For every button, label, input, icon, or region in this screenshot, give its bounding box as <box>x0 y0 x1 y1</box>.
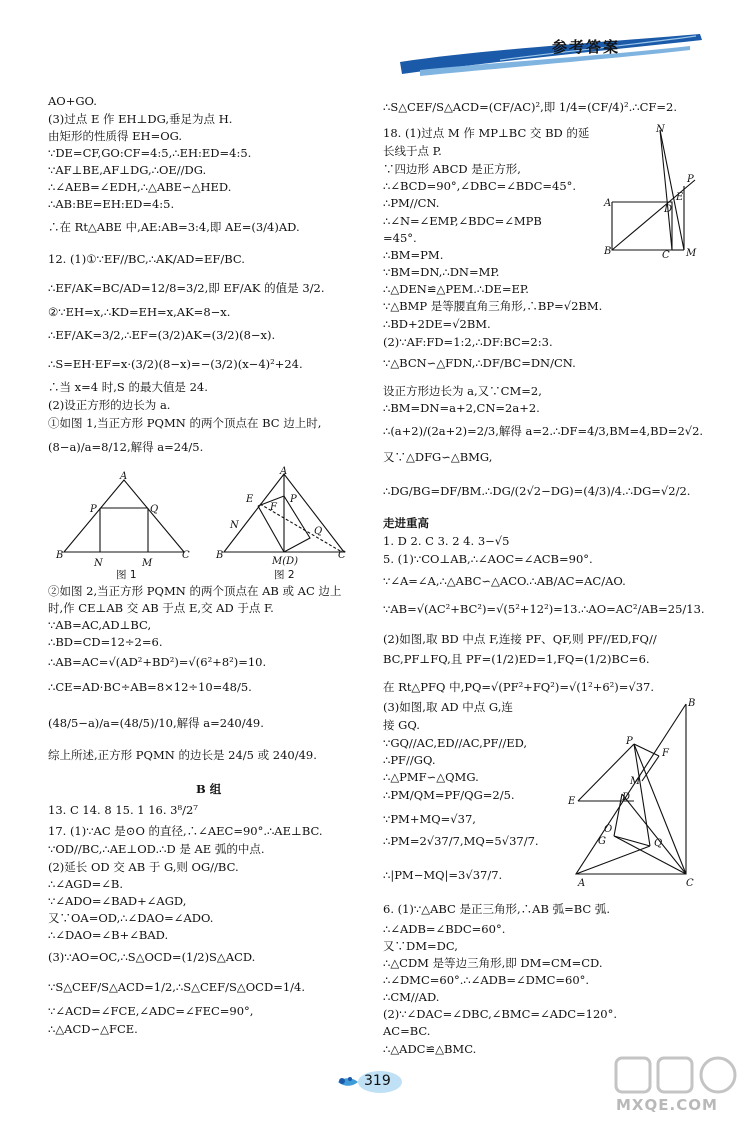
text-line: ∵DE=CF,GO:CF=4:5,∴EH:ED=4:5. <box>48 146 252 160</box>
svg-text:C: C <box>662 250 670 261</box>
text-line: ∵GQ//AC,ED//AC,PF//ED, <box>383 736 528 750</box>
text-line: (2)设正方形的边长为 a. <box>48 398 171 412</box>
text-line: ∵PM+MQ=√37, <box>383 812 476 826</box>
text-line: 综上所述,正方形 PQMN 的边长是 24/5 或 240/49. <box>48 748 317 762</box>
svg-text:Q: Q <box>654 838 663 849</box>
svg-text:C: C <box>686 878 694 889</box>
text-line: (8−a)/a=8/12,解得 a=24/5. <box>48 440 204 454</box>
text-line: ∴BD=CD=12÷2=6. <box>48 635 163 649</box>
section-heading: 走进重高 <box>383 516 429 530</box>
text-line: =45°. <box>383 231 417 245</box>
text-line: 17. (1)∵AC 是⊙O 的直径,∴∠AEC=90°.∴AE⊥BC. <box>48 824 323 838</box>
text-line: ①如图 1,当正方形 PQMN 的两个顶点在 BC 边上时, <box>48 416 322 430</box>
svg-text:C: C <box>182 550 190 561</box>
svg-text:B: B <box>688 698 696 709</box>
svg-text:M: M <box>142 558 153 569</box>
text-line: 由矩形的性质得 EH=OG. <box>48 129 183 143</box>
text-line: ∴∠DMC=60°.∴∠ADB=∠DMC=60°. <box>383 973 590 987</box>
text-line: (3)如图,取 AD 中点 G,连 <box>383 700 513 714</box>
svg-text:A: A <box>120 471 128 482</box>
text-line: ∵∠ACD=∠FCE,∠ADC=∠FEC=90°, <box>48 1004 254 1018</box>
figure-18-diagram <box>600 122 700 260</box>
text-line: AC=BC. <box>383 1024 431 1038</box>
text-line: 在 Rt△PFQ 中,PQ=√(PF²+FQ²)=√(1²+6²)=√37. <box>383 680 654 694</box>
svg-text:B: B <box>604 246 612 257</box>
svg-text:D: D <box>664 204 673 215</box>
text-line: ∴∠AEB=∠EDH,∴△ABE∽△HED. <box>48 180 232 194</box>
text-line: BC,PF⊥FQ,且 PF=(1/2)ED=1,FQ=(1/2)BC=6. <box>383 652 650 666</box>
text-line: (2)延长 OD 交 AB 于 G,则 OG//BC. <box>48 860 239 874</box>
svg-text:D: D <box>622 792 631 803</box>
text-line: ∵△BMP 是等腰直角三角形,∴BP=√2BM. <box>383 299 603 313</box>
text-line: ∴PM=2√37/7,MQ=5√37/7. <box>383 834 539 848</box>
text-line: ∴△ADC≌△BMC. <box>383 1042 477 1056</box>
text-line: 6. (1)∵△ABC 是正三角形,∴AB 弧=BC 弧. <box>383 902 610 916</box>
text-line: ∵BM=DN,∴DN=MP. <box>383 265 500 279</box>
text-line: ∵AF⊥BE,AF⊥DG,∴OE//DG. <box>48 163 207 177</box>
text-line: ∴△DEN≌△PEM.∴DE=EP. <box>383 282 529 296</box>
svg-text:F: F <box>662 748 669 759</box>
text-line: ∴BM=DN=a+2,CN=2a+2. <box>383 401 540 415</box>
text-line: 又∵DM=DC, <box>383 939 458 953</box>
svg-text:E: E <box>676 192 684 203</box>
text-line: ∵∠ADO=∠BAD+∠AGD, <box>48 894 187 908</box>
svg-text:N: N <box>94 558 103 569</box>
text-line: ∴EF/AK=3/2,∴EF=(3/2)AK=(3/2)(8−x). <box>48 328 276 342</box>
svg-text:G: G <box>598 836 606 847</box>
text-line: AO+GO. <box>48 94 97 108</box>
svg-text:Q: Q <box>150 504 159 515</box>
header-title: 参考答案 <box>552 38 621 56</box>
text-line: ②∵EH=x,∴KD=EH=x,AK=8−x. <box>48 305 231 319</box>
text-line: ∴|PM−MQ|=3√37/7. <box>383 868 503 882</box>
text-line: (3)∵AO=OC,∴S△OCD=(1/2)S△ACD. <box>48 950 256 964</box>
text-line: ∴PF//GQ. <box>383 753 436 767</box>
figure-2-diagram <box>212 466 346 572</box>
text-line: ∵OD//BC,∴AE⊥OD.∴D 是 AE 弧的中点. <box>48 842 265 856</box>
figure-2-caption: 图 2 <box>274 569 295 581</box>
text-line: ∴CM//AD. <box>383 990 440 1004</box>
text-line: ∵AB=AC,AD⊥BC, <box>48 618 152 632</box>
text-line: ∴BD+2DE=√2BM. <box>383 317 491 331</box>
text-line: 5. (1)∵CO⊥AB,∴∠AOC=∠ACB=90°. <box>383 552 593 566</box>
svg-text:O: O <box>604 824 613 835</box>
text-line: ∴∠DAO=∠B+∠BAD. <box>48 928 169 942</box>
svg-text:E: E <box>568 796 576 807</box>
svg-text:A: A <box>578 878 586 889</box>
svg-text:Q: Q <box>314 526 323 537</box>
text-line: ∴PM/QM=PF/QG=2/5. <box>383 788 515 802</box>
text-line: 又∵△DFG∽△BMG, <box>383 450 493 464</box>
text-line: ∴∠BCD=90°,∠DBC=∠BDC=45°. <box>383 179 577 193</box>
text-line: ∴∠N=∠EMP,∠BDC=∠MPB <box>383 214 542 228</box>
text-line: ∴当 x=4 时,S 的最大值是 24. <box>48 380 208 394</box>
text-line: (48/5−a)/a=(48/5)/10,解得 a=240/49. <box>48 716 264 730</box>
text-line: ∴△CDM 是等边三角形,即 DM=CM=CD. <box>383 956 603 970</box>
svg-text:B: B <box>56 550 64 561</box>
svg-text:F: F <box>270 502 277 513</box>
text-line: (2)∵∠DAC=∠DBC,∠BMC=∠ADC=120°. <box>383 1007 618 1021</box>
svg-text:E: E <box>246 494 254 505</box>
text-line: ∵△BCN∽△FDN,∴DF/BC=DN/CN. <box>383 356 576 370</box>
text-line: ∴(a+2)/(2a+2)=2/3,解得 a=2.∴DF=4/3,BM=4,BD=2√2. <box>383 424 704 438</box>
text-line: (2)∵AF:FD=1:2,∴DF:BC=2:3. <box>383 335 553 349</box>
figure-1-diagram <box>54 470 194 570</box>
text-line: ∴△ACD∽△FCE. <box>48 1022 138 1036</box>
figure-1-caption: 图 1 <box>116 569 137 581</box>
page-header <box>0 0 750 90</box>
svg-text:A: A <box>604 198 612 209</box>
text-line: (3)过点 E 作 EH⊥DG,垂足为点 H. <box>48 112 233 126</box>
text-line: ∴DG/BG=DF/BM.∴DG/(2√2−DG)=(4/3)/4.∴DG=√2/2. <box>383 484 691 498</box>
text-line: ∴S△CEF/S△ACD=(CF/AC)²,即 1/4=(CF/4)².∴CF=2. <box>383 100 677 114</box>
svg-text:M: M <box>630 776 641 787</box>
text-line: ∵四边形 ABCD 是正方形, <box>383 162 521 176</box>
text-line: ∴BM=PM. <box>383 248 444 262</box>
svg-text:P: P <box>626 736 633 747</box>
page-number: 319 <box>364 1073 391 1089</box>
svg-text:N: N <box>656 124 665 135</box>
section-heading: B 组 <box>196 782 222 796</box>
watermark-logo-icon <box>612 1052 742 1098</box>
text-line: ∴PM//CN. <box>383 196 440 210</box>
text-line: ∴∠ADB=∠BDC=60°. <box>383 922 506 936</box>
watermark-text: MXQE.COM <box>616 1096 718 1114</box>
text-line: 长线于点 P. <box>383 144 442 158</box>
text-line: ∴AB=AC=√(AD²+BD²)=√(6²+8²)=10. <box>48 655 267 669</box>
svg-text:B: B <box>216 550 224 561</box>
header-swoosh-icon <box>0 0 750 90</box>
svg-text:M(D): M(D) <box>272 556 299 567</box>
text-line: 又∵OA=OD,∴∠DAO=∠ADO. <box>48 911 214 925</box>
text-line: ∴∠AGD=∠B. <box>48 877 124 891</box>
svg-text:P: P <box>90 504 97 515</box>
text-line: ∴EF/AK=BC/AD=12/8=3/2,即 EF/AK 的值是 3/2. <box>48 281 325 295</box>
text-line: ∴AB:BE=EH:ED=4:5. <box>48 197 175 211</box>
text-line: ∵AB=√(AC²+BC²)=√(5²+12²)=13.∴AO=AC²/AB=25/13. <box>383 602 705 616</box>
svg-text:N: N <box>230 520 239 531</box>
watermark <box>612 1052 742 1122</box>
text-line: 时,作 CE⊥AB 交 AB 于点 E,交 AD 于点 F. <box>48 601 274 615</box>
svg-text:C: C <box>338 550 346 561</box>
text-line: ∴CE=AD·BC÷AB=8×12÷10=48/5. <box>48 680 252 694</box>
svg-text:A: A <box>280 466 288 477</box>
text-line: 13. C 14. 8 15. 1 16. 3⁸/2⁷ <box>48 803 198 817</box>
svg-text:P: P <box>687 174 694 185</box>
page-number-badge <box>330 1067 420 1095</box>
svg-text:P: P <box>290 494 297 505</box>
text-line: 12. (1)①∵EF//BC,∴AK/AD=EF/BC. <box>48 252 245 266</box>
text-line: ∵∠A=∠A,∴△ABC∽△ACO.∴AB/AC=AC/AO. <box>383 574 626 588</box>
text-line: ∴△PMF∽△QMG. <box>383 770 479 784</box>
text-line: ②如图 2,当正方形 PQMN 的两个顶点在 AB 或 AC 边上 <box>48 584 342 598</box>
text-line: ∴在 Rt△ABE 中,AE:AB=3:4,即 AE=(3/4)AD. <box>48 220 300 234</box>
figure-5-diagram <box>564 696 704 890</box>
text-line: 18. (1)过点 M 作 MP⊥BC 交 BD 的延 <box>383 126 590 140</box>
text-line: 1. D 2. C 3. 2 4. 3−√5 <box>383 534 510 548</box>
text-line: ∴S=EH·EF=x·(3/2)(8−x)=−(3/2)(x−4)²+24. <box>48 357 303 371</box>
text-line: ∵S△CEF/S△ACD=1/2,∴S△CEF/S△OCD=1/4. <box>48 980 305 994</box>
text-line: 接 GQ. <box>383 718 420 732</box>
svg-text:M: M <box>686 248 697 259</box>
text-line: 设正方形边长为 a,又∵CM=2, <box>383 384 542 398</box>
text-line: (2)如图,取 BD 中点 F,连接 PF、QF,则 PF//ED,FQ// <box>383 632 657 646</box>
